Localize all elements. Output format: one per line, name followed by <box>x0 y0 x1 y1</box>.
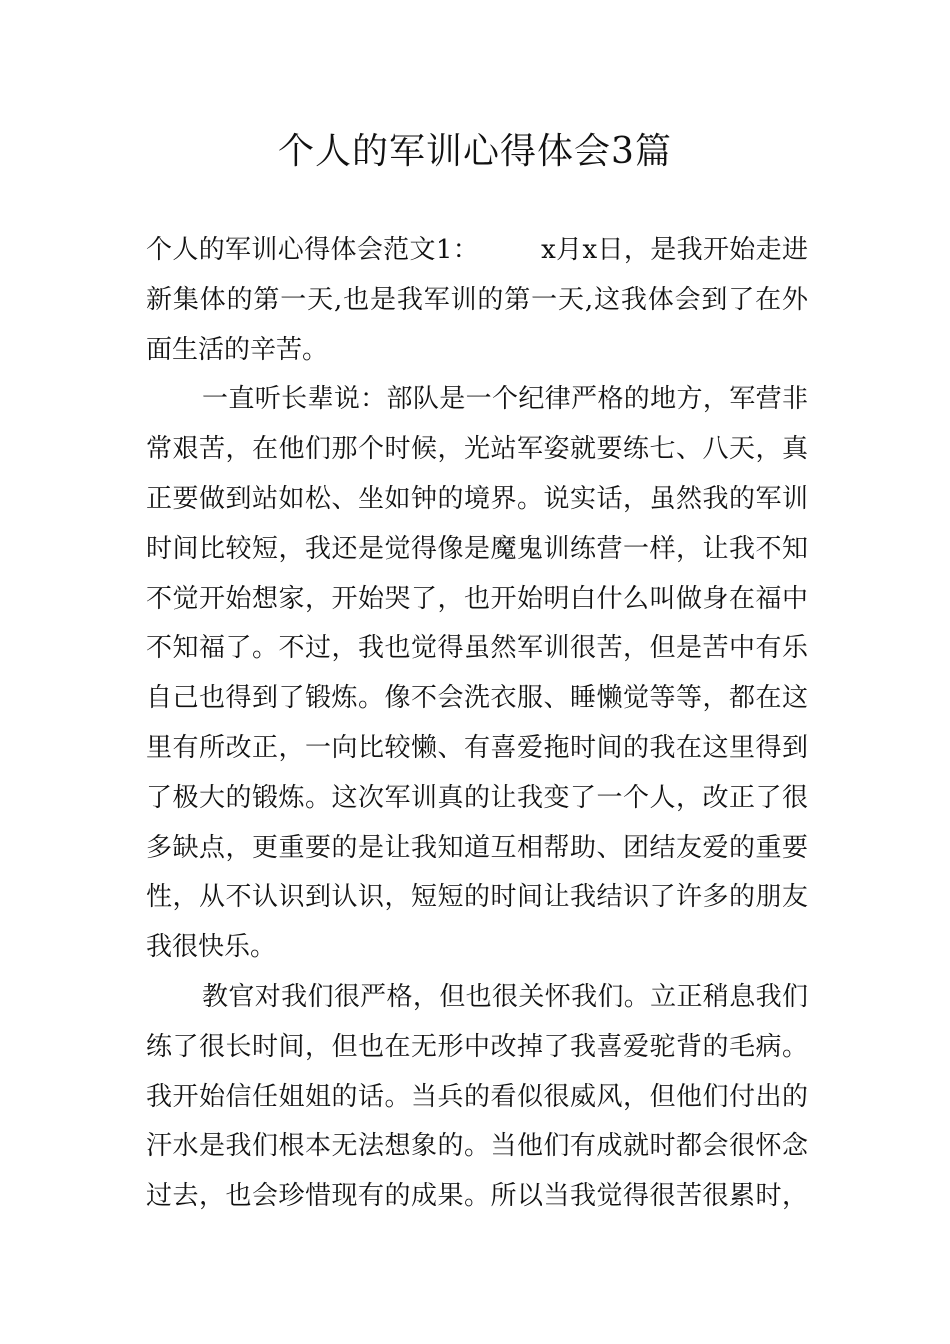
text-line: 正要做到站如松、坐如钟的境界。说实话，虽然我的军训 <box>146 483 808 514</box>
text-line: 一直听长辈说：部队是一个纪律严格的地方，军营非 <box>202 384 808 415</box>
text-line: 里有所改正，一向比较懒、有喜爱拖时间的我在这里得到 <box>146 732 808 763</box>
text-line-part: x月x日，是我开始走进 <box>541 235 808 265</box>
document-title: 个人的军训心得体会3篇 <box>278 131 672 172</box>
document-body <box>146 226 808 1222</box>
text-line: 我很快乐。 <box>146 932 277 963</box>
text-line: 新集体的第一天,也是我军训的第一天,这我体会到了在外 <box>146 284 808 315</box>
text-line: 我开始信任姐姐的话。当兵的看似很威风，但他们付出的 <box>146 1081 808 1112</box>
text-line: 多缺点，更重要的是让我知道互相帮助、团结友爱的重要 <box>146 832 808 863</box>
text-line: 练了很长时间，但也在无形中改掉了我喜爱驼背的毛病。 <box>146 1031 808 1062</box>
text-line: 自己也得到了锻炼。像不会洗衣服、睡懒觉等等，都在这 <box>146 683 808 714</box>
text-line: 时间比较短，我还是觉得像是魔鬼训练营一样，让我不知 <box>146 533 808 564</box>
text-line: 汗水是我们根本无法想象的。当他们有成就时都会很怀念 <box>146 1131 808 1162</box>
text-line: 常艰苦，在他们那个时候，光站军姿就要练七、八天，真 <box>146 434 808 465</box>
text-line: 不觉开始想家，开始哭了，也开始明白什么叫做身在福中 <box>146 583 808 614</box>
text-line: 过去，也会珍惜现有的成果。所以当我觉得很苦很累时， <box>146 1181 808 1212</box>
text-line: 面生活的辛苦。 <box>146 334 329 365</box>
text-line: 性，从不认识到认识，短短的时间让我结识了许多的朋友 <box>146 882 808 913</box>
text-line-part: 个人的军训心得体会范文1： <box>146 235 480 265</box>
text-line: 不知福了。不过，我也觉得虽然军训很苦，但是苦中有乐 <box>146 633 808 664</box>
text-line: 教官对我们很严格，但也很关怀我们。立正稍息我们 <box>202 981 808 1012</box>
text-line: 了极大的锻炼。这次军训真的让我变了一个人，改正了很 <box>146 782 808 813</box>
text-line <box>146 226 808 276</box>
